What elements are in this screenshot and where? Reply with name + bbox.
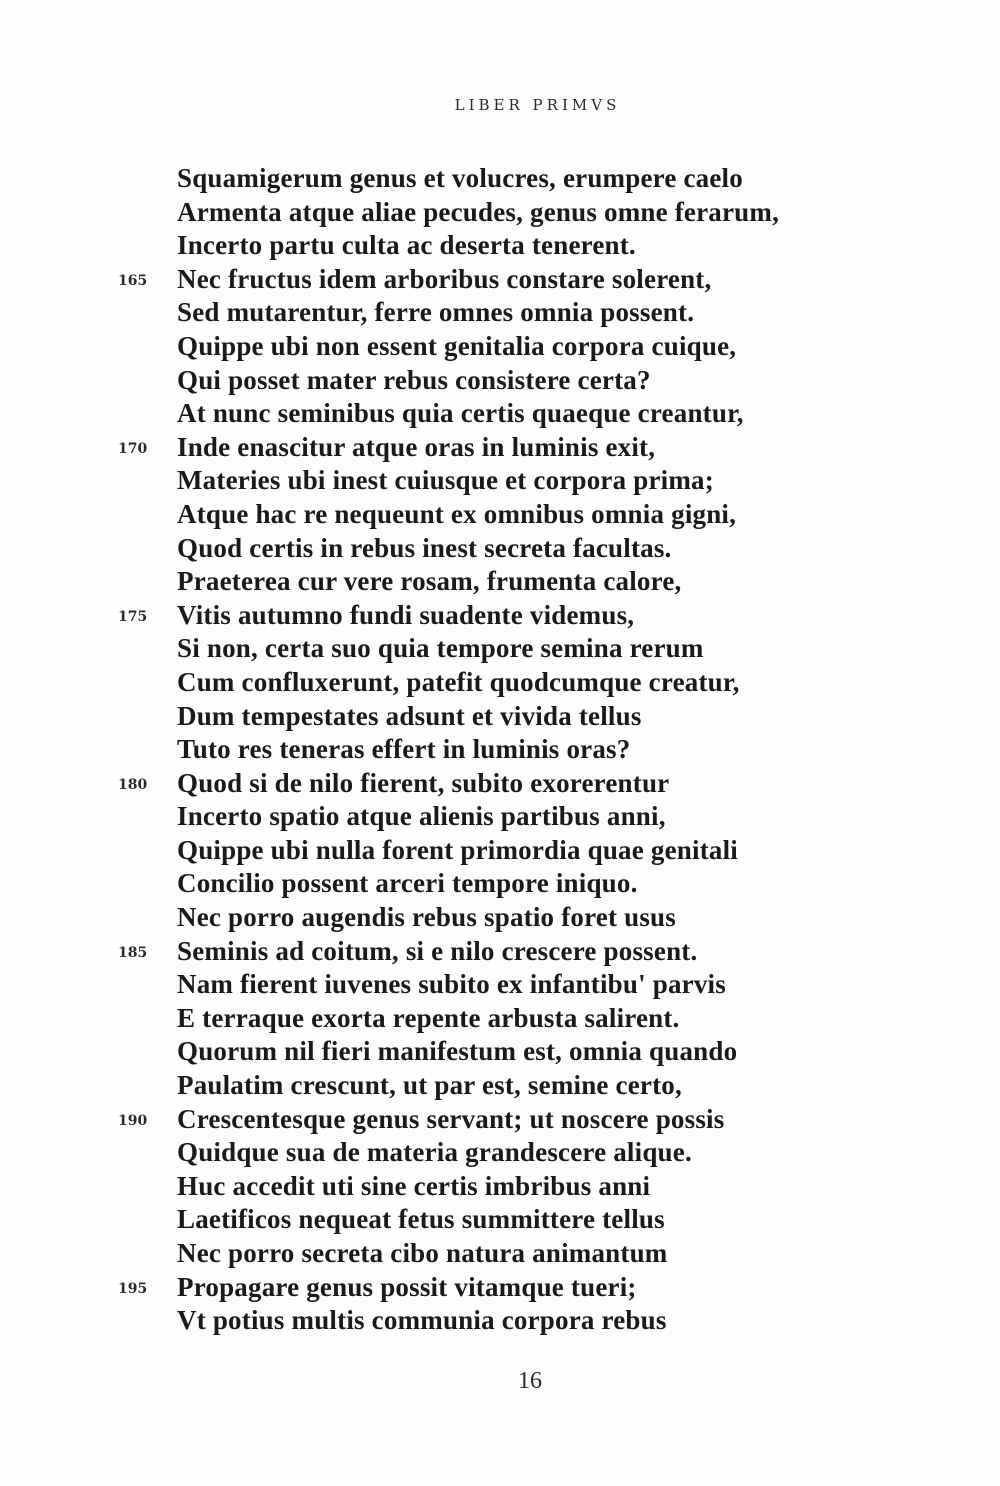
- verse-text: At nunc seminibus quia certis quaeque creantur,: [177, 398, 744, 429]
- line-number: 195: [118, 1280, 148, 1297]
- verse-line: [0, 464, 1000, 498]
- line-number: 180: [118, 776, 148, 793]
- verse-text: E terraque exorta repente arbusta salirent.: [177, 1002, 680, 1033]
- verse-line: [0, 1136, 1000, 1170]
- verse-text: Quippe ubi nulla forent primordia quae genitali: [177, 834, 738, 865]
- verse-text: Nec porro secreta cibo natura animantum: [177, 1238, 668, 1268]
- verse-text: Vt potius multis communia corpora rebus: [177, 1305, 667, 1336]
- verse-line: [0, 1271, 1000, 1305]
- verse-line: [0, 397, 1000, 431]
- verse-line: [0, 632, 1000, 666]
- verse-text: Concilio possent arceri tempore iniquo.: [177, 868, 638, 899]
- verse-text: Squamigerum genus et volucres, erumpere caelo: [177, 163, 743, 193]
- verse-line: [0, 1304, 1000, 1338]
- verse-text: Quorum nil fieri manifestum est, omnia quando: [177, 1036, 738, 1067]
- line-number: 165: [118, 272, 148, 289]
- verse-line: [0, 1002, 1000, 1036]
- verse-text: Paulatim crescunt, ut par est, semine certo,: [177, 1070, 682, 1101]
- verse-text: Nec porro augendis rebus spatio foret usus: [177, 902, 676, 933]
- verse-line: [0, 1069, 1000, 1103]
- verse-text: Quod certis in rebus inest secreta facultas.: [177, 532, 672, 563]
- verse-text: Praeterea cur vere rosam, frumenta calore,: [177, 566, 682, 597]
- verse-line: [0, 700, 1000, 734]
- verse-line: [0, 1170, 1000, 1204]
- verse-line: [0, 498, 1000, 532]
- verse-text: Laetificos nequeat fetus summittere tellus: [177, 1204, 665, 1235]
- verse-text: Vitis autumno fundi suadente videmus,: [177, 599, 635, 630]
- verse-line: [0, 599, 1000, 633]
- verse-text: Seminis ad coitum, si e nilo crescere possent.: [177, 935, 698, 966]
- verse-line: [0, 935, 1000, 969]
- verse-line: [0, 364, 1000, 398]
- verse-line: [0, 431, 1000, 465]
- verse-line: [0, 901, 1000, 935]
- verse-line: [0, 767, 1000, 801]
- verse-text: Propagare genus possit vitamque tueri;: [177, 1271, 637, 1302]
- verse-text: Nec fructus idem arboribus constare solerent,: [177, 263, 712, 294]
- verse-line: [0, 867, 1000, 901]
- verse-line: [0, 196, 1000, 230]
- verse-text: Dum tempestates adsunt et vivida tellus: [177, 700, 642, 731]
- verse-line: [0, 834, 1000, 868]
- page-number: 16: [518, 1368, 542, 1394]
- verse-line: [0, 162, 1000, 196]
- verse-text: Si non, certa suo quia tempore semina rerum: [177, 633, 704, 664]
- verse-line: [0, 666, 1000, 700]
- running-head: LIBER PRIMVS: [454, 96, 621, 114]
- verse-text: Sed mutarentur, ferre omnes omnia possent.: [177, 297, 695, 328]
- verse-text: Quippe ubi non essent genitalia corpora cuique,: [177, 330, 737, 361]
- verse-line: [0, 800, 1000, 834]
- verse-text: Incerto spatio atque alienis partibus anni,: [177, 801, 666, 832]
- verse-line: [0, 229, 1000, 263]
- line-number: 170: [118, 440, 148, 457]
- verse-text: Crescentesque genus servant; ut noscere possis: [177, 1103, 725, 1134]
- verse-block: [0, 162, 1000, 1338]
- line-number: 175: [118, 608, 148, 625]
- verse-line: [0, 296, 1000, 330]
- verse-text: Quod si de nilo fierent, subito exorerentur: [177, 767, 670, 798]
- verse-line: [0, 1103, 1000, 1137]
- verse-line: [0, 565, 1000, 599]
- verse-line: [0, 1203, 1000, 1237]
- verse-text: Atque hac re nequeunt ex omnibus omnia gigni,: [177, 498, 737, 529]
- verse-text: Quidque sua de materia grandescere alique.: [177, 1137, 692, 1168]
- verse-line: [0, 1035, 1000, 1069]
- verse-line: [0, 330, 1000, 364]
- line-number: 190: [118, 1112, 148, 1129]
- verse-text: Incerto partu culta ac deserta tenerent.: [177, 230, 636, 261]
- verse-text: Qui posset mater rebus consistere certa?: [177, 364, 651, 395]
- verse-text: Tuto res teneras effert in luminis oras?: [177, 734, 631, 765]
- line-number: 185: [118, 944, 148, 961]
- verse-line: [0, 532, 1000, 566]
- verse-text: Materies ubi inest cuiusque et corpora prima;: [177, 465, 714, 496]
- verse-line: [0, 1237, 1000, 1271]
- verse-line: [0, 733, 1000, 767]
- verse-text: Armenta atque aliae pecudes, genus omne ferarum,: [177, 196, 780, 227]
- verse-text: Cum confluxerunt, patefit quodcumque creatur,: [177, 666, 740, 697]
- verse-line: [0, 968, 1000, 1002]
- verse-text: Inde enascitur atque oras in luminis exit,: [177, 431, 656, 462]
- verse-text: Nam fierent iuvenes subito ex infantibu' parvis: [177, 969, 726, 1000]
- verse-text: Huc accedit uti sine certis imbribus anni: [177, 1170, 651, 1201]
- verse-line: [0, 263, 1000, 297]
